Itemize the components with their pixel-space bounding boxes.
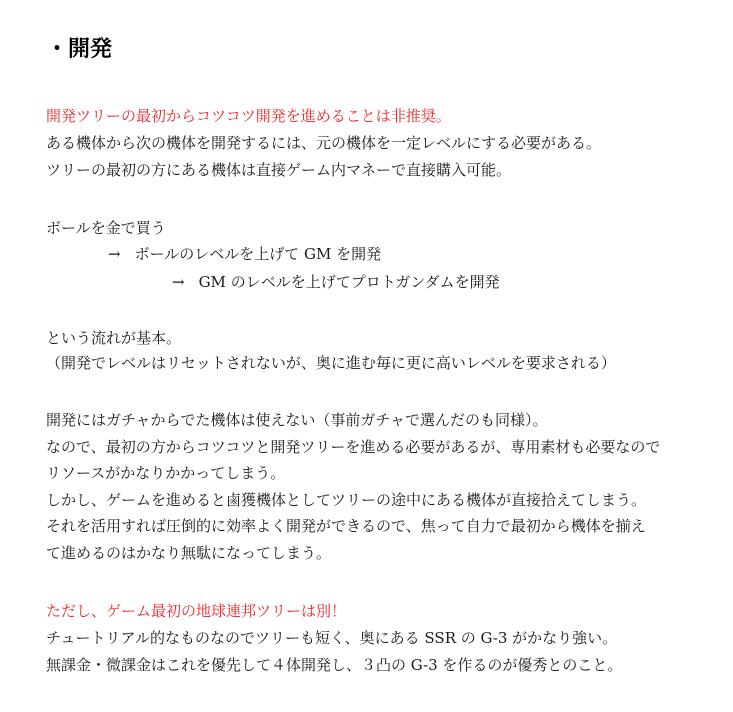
body-line: ツリーの最初の方にある機体は直接ゲーム内マネーで直接購入可能。 [46, 161, 512, 179]
flow-step-3: GM のレベルを上げてプロトガンダムを開発 [198, 273, 500, 291]
section-heading: ・開発 [46, 37, 113, 62]
flow-step-2: ボールのレベルを上げて GM を開発 [134, 245, 382, 263]
warning-line: 開発ツリーの最初からコツコツ開発を進めることは非推奨。 [46, 107, 451, 125]
body-line: しかし、ゲームを進めると鹵獲機体としてツリーの途中にある機体が直接拾えてしまう。 [46, 491, 647, 509]
body-line: て進めるのはかなり無駄になってしまう。 [46, 544, 332, 562]
body-line: チュートリアル的なものなのでツリーも短く、奥にある SSR の G-3 がかなり強い。 [46, 629, 618, 647]
body-line: 無課金・微課金はこれを優先して４体開発し、３凸の G-3 を作るのが優秀とのこと。 [46, 656, 623, 674]
body-line: それを活用すれば圧倒的に効率よく開発ができるので、焦って自力で最初から機体を揃え [46, 517, 646, 535]
body-line: ある機体から次の機体を開発するには、元の機体を一定レベルにする必要がある。 [46, 134, 602, 152]
flow-step-1: ボールを金で買う [46, 219, 166, 237]
body-line: という流れが基本。 [46, 329, 182, 347]
right-arrow-icon: → [172, 273, 185, 291]
body-line: 開発にはガチャからでた機体は使えない（事前ガチャで選んだのも同様）。 [46, 411, 548, 429]
flow-step-3-row [172, 272, 500, 292]
right-arrow-icon: → [108, 245, 121, 263]
body-line: リソースがかなりかかってしまう。 [46, 464, 286, 482]
highlight-line: ただし、ゲーム最初の地球連邦ツリーは別！ [46, 602, 347, 620]
body-line: なので、最初の方からコツコツと開発ツリーを進める必要があるが、専用素材も必要なので [46, 438, 661, 456]
flow-step-2-row [108, 244, 381, 264]
body-line: （開発でレベルはリセットされないが、奥に進む毎に更に高いレベルを要求される） [46, 354, 616, 372]
